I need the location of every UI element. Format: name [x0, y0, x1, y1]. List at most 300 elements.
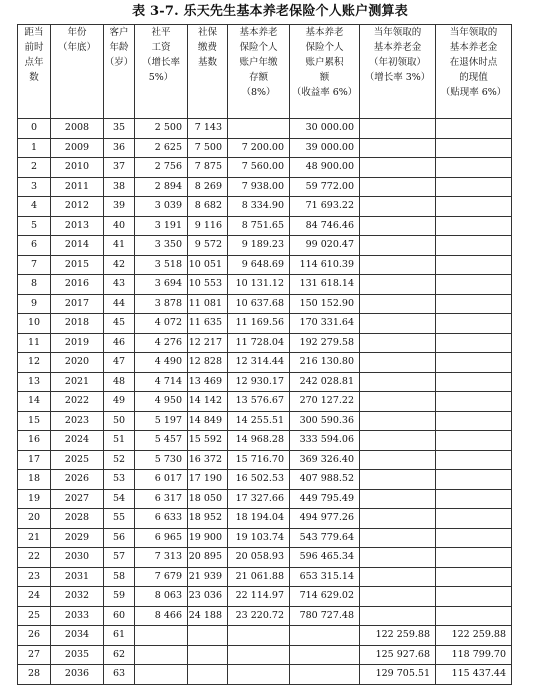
table-cell-avg-social-wage: 3 191 [135, 216, 188, 236]
table-row [18, 275, 512, 295]
header-line: （增长率 3%） [364, 72, 431, 83]
table-cell-client-age: 56 [104, 528, 135, 548]
table-cell-annual-pension-received: 125 927.68 [360, 645, 436, 665]
table-cell-accumulated-balance: 449 795.49 [290, 489, 360, 509]
table-cell-years-from-now: 16 [18, 431, 51, 451]
table-cell-years-from-now: 20 [18, 509, 51, 529]
table-cell-client-age: 43 [104, 275, 135, 295]
table-cell-annual-pension-received [360, 392, 436, 412]
table-cell-client-age: 42 [104, 255, 135, 275]
header-line: 年龄 [109, 42, 129, 53]
table-cell-annual-deposit: 23 220.72 [228, 606, 290, 626]
table-cell-contribution-base: 12 828 [188, 353, 228, 373]
table-row [18, 158, 512, 178]
table-cell-client-age: 39 [104, 197, 135, 217]
table-cell-pension-present-value: 115 437.44 [436, 665, 512, 685]
table-cell-contribution-base: 18 050 [188, 489, 228, 509]
header-year-end [51, 25, 104, 119]
table-cell-annual-deposit: 16 502.53 [228, 470, 290, 490]
table-cell-accumulated-balance: 150 152.90 [290, 294, 360, 314]
table-cell-contribution-base: 15 592 [188, 431, 228, 451]
table-cell-pension-present-value [436, 236, 512, 256]
table-cell-contribution-base: 16 372 [188, 450, 228, 470]
table-row [18, 606, 512, 626]
table-cell-years-from-now: 8 [18, 275, 51, 295]
table-cell-contribution-base: 10 553 [188, 275, 228, 295]
table-cell-avg-social-wage: 2 756 [135, 158, 188, 178]
table-cell-client-age: 58 [104, 567, 135, 587]
table-row [18, 314, 512, 334]
table-cell-annual-deposit: 13 576.67 [228, 392, 290, 412]
table-cell-annual-deposit: 18 194.04 [228, 509, 290, 529]
header-line: 工资 [151, 42, 171, 53]
header-pension-present-value [436, 25, 512, 119]
table-cell-accumulated-balance: 192 279.58 [290, 333, 360, 353]
table-cell-annual-deposit [228, 645, 290, 665]
table-cell-annual-deposit: 7 560.00 [228, 158, 290, 178]
table-cell-year-end: 2014 [51, 236, 104, 256]
header-line: （岁） [104, 57, 134, 68]
table-cell-years-from-now: 10 [18, 314, 51, 334]
table-cell-client-age: 63 [104, 665, 135, 685]
header-line: 在退休时点 [449, 57, 498, 68]
table-cell-pension-present-value [436, 528, 512, 548]
table-cell-annual-pension-received [360, 489, 436, 509]
table-cell-years-from-now: 7 [18, 255, 51, 275]
table-cell-client-age: 35 [104, 119, 135, 139]
table-cell-pension-present-value [436, 333, 512, 353]
table-row [18, 489, 512, 509]
table-cell-accumulated-balance: 114 610.39 [290, 255, 360, 275]
table-cell-year-end: 2010 [51, 158, 104, 178]
table-cell-client-age: 38 [104, 177, 135, 197]
table-row [18, 470, 512, 490]
table-cell-annual-deposit: 17 327.66 [228, 489, 290, 509]
table-cell-years-from-now: 6 [18, 236, 51, 256]
table-cell-year-end: 2023 [51, 411, 104, 431]
table-cell-annual-pension-received [360, 548, 436, 568]
table-cell-client-age: 54 [104, 489, 135, 509]
table-row [18, 431, 512, 451]
table-cell-pension-present-value [436, 138, 512, 158]
table-cell-contribution-base: 10 051 [188, 255, 228, 275]
table-cell-client-age: 62 [104, 645, 135, 665]
header-line: 当年领取的 [373, 27, 422, 38]
table-cell-years-from-now: 9 [18, 294, 51, 314]
table-cell-accumulated-balance: 99 020.47 [290, 236, 360, 256]
header-contribution-base [188, 25, 228, 119]
table-cell-contribution-base: 20 895 [188, 548, 228, 568]
table-cell-avg-social-wage: 4 950 [135, 392, 188, 412]
table-cell-avg-social-wage: 6 017 [135, 470, 188, 490]
table-cell-years-from-now: 13 [18, 372, 51, 392]
table-cell-pension-present-value [436, 372, 512, 392]
table-cell-year-end: 2034 [51, 626, 104, 646]
table-cell-pension-present-value [436, 158, 512, 178]
table-cell-year-end: 2030 [51, 548, 104, 568]
table-cell-client-age: 60 [104, 606, 135, 626]
table-cell-accumulated-balance: 333 594.06 [290, 431, 360, 451]
table-cell-year-end: 2029 [51, 528, 104, 548]
table-cell-annual-pension-received [360, 450, 436, 470]
table-cell-pension-present-value [436, 314, 512, 334]
table-row [18, 138, 512, 158]
table-cell-accumulated-balance: 653 315.14 [290, 567, 360, 587]
table-cell-client-age: 51 [104, 431, 135, 451]
table-cell-pension-present-value [436, 470, 512, 490]
table-cell-annual-pension-received [360, 353, 436, 373]
table-cell-contribution-base [188, 665, 228, 685]
table-cell-pension-present-value [436, 177, 512, 197]
table-cell-avg-social-wage: 3 878 [135, 294, 188, 314]
table-cell-contribution-base: 7 143 [188, 119, 228, 139]
table-cell-annual-pension-received [360, 255, 436, 275]
table-row [18, 626, 512, 646]
table-cell-client-age: 47 [104, 353, 135, 373]
table-cell-avg-social-wage: 8 466 [135, 606, 188, 626]
table-cell-annual-pension-received [360, 411, 436, 431]
header-line: 当年领取的 [449, 27, 498, 38]
table-cell-annual-pension-received [360, 138, 436, 158]
table-cell-pension-present-value [436, 353, 512, 373]
table-cell-pension-present-value [436, 450, 512, 470]
table-row [18, 665, 512, 685]
table-cell-accumulated-balance: 71 693.22 [290, 197, 360, 217]
header-line: 数 [29, 72, 39, 83]
table-cell-pension-present-value [436, 275, 512, 295]
header-line: （年初领取） [368, 57, 426, 68]
header-line: 账户年缴 [239, 57, 278, 68]
table-cell-client-age: 37 [104, 158, 135, 178]
table-row [18, 587, 512, 607]
table-cell-avg-social-wage: 2 894 [135, 177, 188, 197]
table-cell-years-from-now: 19 [18, 489, 51, 509]
table-cell-avg-social-wage: 4 714 [135, 372, 188, 392]
table-cell-contribution-base: 9 572 [188, 236, 228, 256]
table-cell-contribution-base [188, 645, 228, 665]
table-row [18, 392, 512, 412]
table-cell-annual-deposit: 14 255.51 [228, 411, 290, 431]
table-cell-avg-social-wage: 7 679 [135, 567, 188, 587]
header-annual-pension-received [360, 25, 436, 119]
table-cell-accumulated-balance: 369 326.40 [290, 450, 360, 470]
table-cell-accumulated-balance: 300 590.36 [290, 411, 360, 431]
table-row [18, 294, 512, 314]
table-cell-year-end: 2024 [51, 431, 104, 451]
table-cell-avg-social-wage: 7 313 [135, 548, 188, 568]
table-cell-contribution-base: 11 635 [188, 314, 228, 334]
table-cell-avg-social-wage: 3 039 [135, 197, 188, 217]
table-cell-year-end: 2028 [51, 509, 104, 529]
table-cell-avg-social-wage: 8 063 [135, 587, 188, 607]
table-row [18, 509, 512, 529]
table-cell-years-from-now: 17 [18, 450, 51, 470]
table-cell-contribution-base: 17 190 [188, 470, 228, 490]
table-cell-annual-deposit [228, 665, 290, 685]
table-cell-avg-social-wage: 6 965 [135, 528, 188, 548]
table-cell-year-end: 2027 [51, 489, 104, 509]
table-cell-pension-present-value: 122 259.88 [436, 626, 512, 646]
table-cell-years-from-now: 12 [18, 353, 51, 373]
table-cell-contribution-base: 19 900 [188, 528, 228, 548]
table-row [18, 197, 512, 217]
table-cell-avg-social-wage [135, 645, 188, 665]
table-cell-years-from-now: 3 [18, 177, 51, 197]
table-row [18, 236, 512, 256]
table-cell-year-end: 2031 [51, 567, 104, 587]
table-cell-avg-social-wage: 4 072 [135, 314, 188, 334]
table-cell-annual-pension-received [360, 314, 436, 334]
header-line: （8%） [241, 87, 276, 98]
header-avg-social-wage [135, 25, 188, 119]
table-cell-client-age: 55 [104, 509, 135, 529]
table-cell-annual-deposit: 10 131.12 [228, 275, 290, 295]
header-accumulated-balance [290, 25, 360, 119]
table-cell-years-from-now: 0 [18, 119, 51, 139]
table-cell-annual-deposit: 20 058.93 [228, 548, 290, 568]
table-cell-contribution-base: 23 036 [188, 587, 228, 607]
table-cell-client-age: 50 [104, 411, 135, 431]
table-cell-accumulated-balance: 39 000.00 [290, 138, 360, 158]
table-cell-accumulated-balance [290, 665, 360, 685]
table-row [18, 372, 512, 392]
table-cell-avg-social-wage: 3 518 [135, 255, 188, 275]
table-cell-accumulated-balance: 59 772.00 [290, 177, 360, 197]
header-line: （增长率 [141, 57, 180, 68]
table-cell-annual-pension-received [360, 333, 436, 353]
table-cell-years-from-now: 5 [18, 216, 51, 236]
table-cell-annual-deposit: 21 061.88 [228, 567, 290, 587]
table-body [18, 119, 512, 685]
table-cell-avg-social-wage: 2 625 [135, 138, 188, 158]
table-cell-pension-present-value [436, 587, 512, 607]
table-cell-contribution-base: 14 849 [188, 411, 228, 431]
table-cell-accumulated-balance: 131 618.14 [290, 275, 360, 295]
header-line: 前时 [24, 42, 44, 53]
table-row [18, 411, 512, 431]
table-cell-avg-social-wage: 4 490 [135, 353, 188, 373]
table-cell-pension-present-value [436, 548, 512, 568]
table-row [18, 119, 512, 139]
table-row [18, 450, 512, 470]
table-cell-annual-pension-received [360, 587, 436, 607]
table-cell-avg-social-wage: 6 633 [135, 509, 188, 529]
table-cell-client-age: 46 [104, 333, 135, 353]
table-cell-annual-pension-received [360, 158, 436, 178]
table-cell-contribution-base: 18 952 [188, 509, 228, 529]
table-cell-annual-deposit: 11 169.56 [228, 314, 290, 334]
header-line: 基本养老金 [449, 42, 498, 53]
table-cell-years-from-now: 1 [18, 138, 51, 158]
table-cell-contribution-base: 11 081 [188, 294, 228, 314]
table-cell-annual-deposit: 19 103.74 [228, 528, 290, 548]
table-cell-pension-present-value [436, 431, 512, 451]
table-cell-annual-pension-received [360, 528, 436, 548]
header-line: 缴费 [197, 42, 217, 53]
header-line: （年底） [57, 42, 96, 53]
table-cell-pension-present-value [436, 411, 512, 431]
table-cell-contribution-base [188, 626, 228, 646]
header-line: 客户 [109, 27, 129, 38]
table-cell-accumulated-balance: 270 127.22 [290, 392, 360, 412]
table-cell-avg-social-wage: 5 730 [135, 450, 188, 470]
table-cell-year-end: 2025 [51, 450, 104, 470]
table-title: 表 3-7. 乐天先生基本养老保险个人账户测算表 [132, 4, 408, 19]
table-cell-annual-deposit: 10 637.68 [228, 294, 290, 314]
header-annual-deposit [228, 25, 290, 119]
header-line: 年份 [67, 27, 87, 38]
table-cell-client-age: 52 [104, 450, 135, 470]
table-cell-avg-social-wage: 5 457 [135, 431, 188, 451]
table-cell-annual-pension-received [360, 567, 436, 587]
table-cell-client-age: 36 [104, 138, 135, 158]
table-cell-years-from-now: 11 [18, 333, 51, 353]
table-cell-contribution-base: 14 142 [188, 392, 228, 412]
table-cell-avg-social-wage: 3 350 [135, 236, 188, 256]
header-line: 社保 [197, 27, 217, 38]
table-row [18, 333, 512, 353]
table-cell-year-end: 2032 [51, 587, 104, 607]
table-cell-client-age: 61 [104, 626, 135, 646]
table-cell-annual-pension-received [360, 119, 436, 139]
table-cell-pension-present-value [436, 606, 512, 626]
table-header-row [18, 25, 512, 119]
table-cell-years-from-now: 26 [18, 626, 51, 646]
table-cell-annual-deposit: 8 751.65 [228, 216, 290, 236]
table-cell-year-end: 2022 [51, 392, 104, 412]
table-cell-annual-pension-received [360, 294, 436, 314]
table-cell-avg-social-wage: 4 276 [135, 333, 188, 353]
table-cell-year-end: 2017 [51, 294, 104, 314]
table-cell-pension-present-value [436, 255, 512, 275]
header-line: 存额 [248, 72, 268, 83]
table-cell-contribution-base: 7 875 [188, 158, 228, 178]
table-cell-accumulated-balance: 494 977.26 [290, 509, 360, 529]
table-cell-annual-pension-received [360, 372, 436, 392]
header-line: 5%） [148, 72, 174, 83]
header-client-age [104, 25, 135, 119]
header-years-from-now [18, 25, 51, 119]
table-cell-annual-pension-received [360, 236, 436, 256]
header-line: （贴现率 6%） [440, 87, 507, 98]
table-cell-years-from-now: 27 [18, 645, 51, 665]
table-cell-year-end: 2020 [51, 353, 104, 373]
table-cell-contribution-base: 8 682 [188, 197, 228, 217]
table-cell-accumulated-balance: 543 779.64 [290, 528, 360, 548]
table-cell-year-end: 2035 [51, 645, 104, 665]
table-cell-avg-social-wage [135, 665, 188, 685]
header-line: 保险个人 [239, 42, 278, 53]
table-cell-year-end: 2015 [51, 255, 104, 275]
table-cell-accumulated-balance [290, 626, 360, 646]
table-cell-annual-deposit [228, 119, 290, 139]
table-cell-client-age: 49 [104, 392, 135, 412]
table-cell-contribution-base: 12 217 [188, 333, 228, 353]
table-cell-year-end: 2008 [51, 119, 104, 139]
table-cell-client-age: 59 [104, 587, 135, 607]
table-cell-annual-pension-received [360, 509, 436, 529]
table-cell-contribution-base: 21 939 [188, 567, 228, 587]
table-cell-years-from-now: 18 [18, 470, 51, 490]
table-cell-annual-pension-received [360, 470, 436, 490]
table-cell-year-end: 2012 [51, 197, 104, 217]
table-cell-years-from-now: 14 [18, 392, 51, 412]
table-cell-client-age: 41 [104, 236, 135, 256]
table-cell-accumulated-balance: 242 028.81 [290, 372, 360, 392]
table-cell-year-end: 2016 [51, 275, 104, 295]
header-line: 点年 [24, 57, 44, 68]
table-cell-years-from-now: 22 [18, 548, 51, 568]
table-cell-client-age: 57 [104, 548, 135, 568]
table-cell-annual-pension-received [360, 275, 436, 295]
header-line: 的现值 [459, 72, 488, 83]
table-cell-year-end: 2013 [51, 216, 104, 236]
table-cell-year-end: 2011 [51, 177, 104, 197]
table-cell-year-end: 2009 [51, 138, 104, 158]
pension-account-table [17, 24, 512, 685]
table-cell-accumulated-balance: 84 746.46 [290, 216, 360, 236]
table-cell-avg-social-wage: 3 694 [135, 275, 188, 295]
table-cell-annual-pension-received [360, 177, 436, 197]
header-line: （收益率 6%） [291, 87, 358, 98]
table-cell-annual-deposit: 11 728.04 [228, 333, 290, 353]
table-row [18, 255, 512, 275]
table-cell-contribution-base: 8 269 [188, 177, 228, 197]
table-cell-avg-social-wage: 5 197 [135, 411, 188, 431]
table-row [18, 216, 512, 236]
table-cell-contribution-base: 7 500 [188, 138, 228, 158]
table-cell-avg-social-wage: 6 317 [135, 489, 188, 509]
header-line: 基本养老 [305, 27, 344, 38]
table-cell-accumulated-balance [290, 645, 360, 665]
table-cell-year-end: 2018 [51, 314, 104, 334]
table-cell-years-from-now: 15 [18, 411, 51, 431]
table-cell-accumulated-balance: 596 465.34 [290, 548, 360, 568]
header-line: 账户累积 [305, 57, 344, 68]
header-line: 基本养老 [239, 27, 278, 38]
table-cell-years-from-now: 28 [18, 665, 51, 685]
table-row [18, 567, 512, 587]
table-cell-years-from-now: 2 [18, 158, 51, 178]
table-cell-annual-pension-received: 122 259.88 [360, 626, 436, 646]
table-cell-contribution-base: 24 188 [188, 606, 228, 626]
table-cell-client-age: 48 [104, 372, 135, 392]
table-cell-accumulated-balance: 714 629.02 [290, 587, 360, 607]
table-row [18, 528, 512, 548]
table-cell-client-age: 53 [104, 470, 135, 490]
table-cell-pension-present-value [436, 567, 512, 587]
table-cell-years-from-now: 23 [18, 567, 51, 587]
table-row [18, 177, 512, 197]
table-cell-contribution-base: 9 116 [188, 216, 228, 236]
table-cell-annual-deposit: 7 938.00 [228, 177, 290, 197]
table-cell-annual-pension-received [360, 216, 436, 236]
table-cell-year-end: 2033 [51, 606, 104, 626]
header-line: 距当 [24, 27, 44, 38]
table-cell-year-end: 2019 [51, 333, 104, 353]
table-cell-annual-pension-received [360, 197, 436, 217]
table-cell-years-from-now: 25 [18, 606, 51, 626]
table-cell-annual-pension-received [360, 431, 436, 451]
table-cell-years-from-now: 21 [18, 528, 51, 548]
table-cell-annual-deposit: 7 200.00 [228, 138, 290, 158]
table-cell-pension-present-value [436, 489, 512, 509]
table-cell-client-age: 44 [104, 294, 135, 314]
table-cell-pension-present-value: 118 799.70 [436, 645, 512, 665]
table-cell-year-end: 2036 [51, 665, 104, 685]
table-cell-annual-deposit: 22 114.97 [228, 587, 290, 607]
table-cell-years-from-now: 24 [18, 587, 51, 607]
